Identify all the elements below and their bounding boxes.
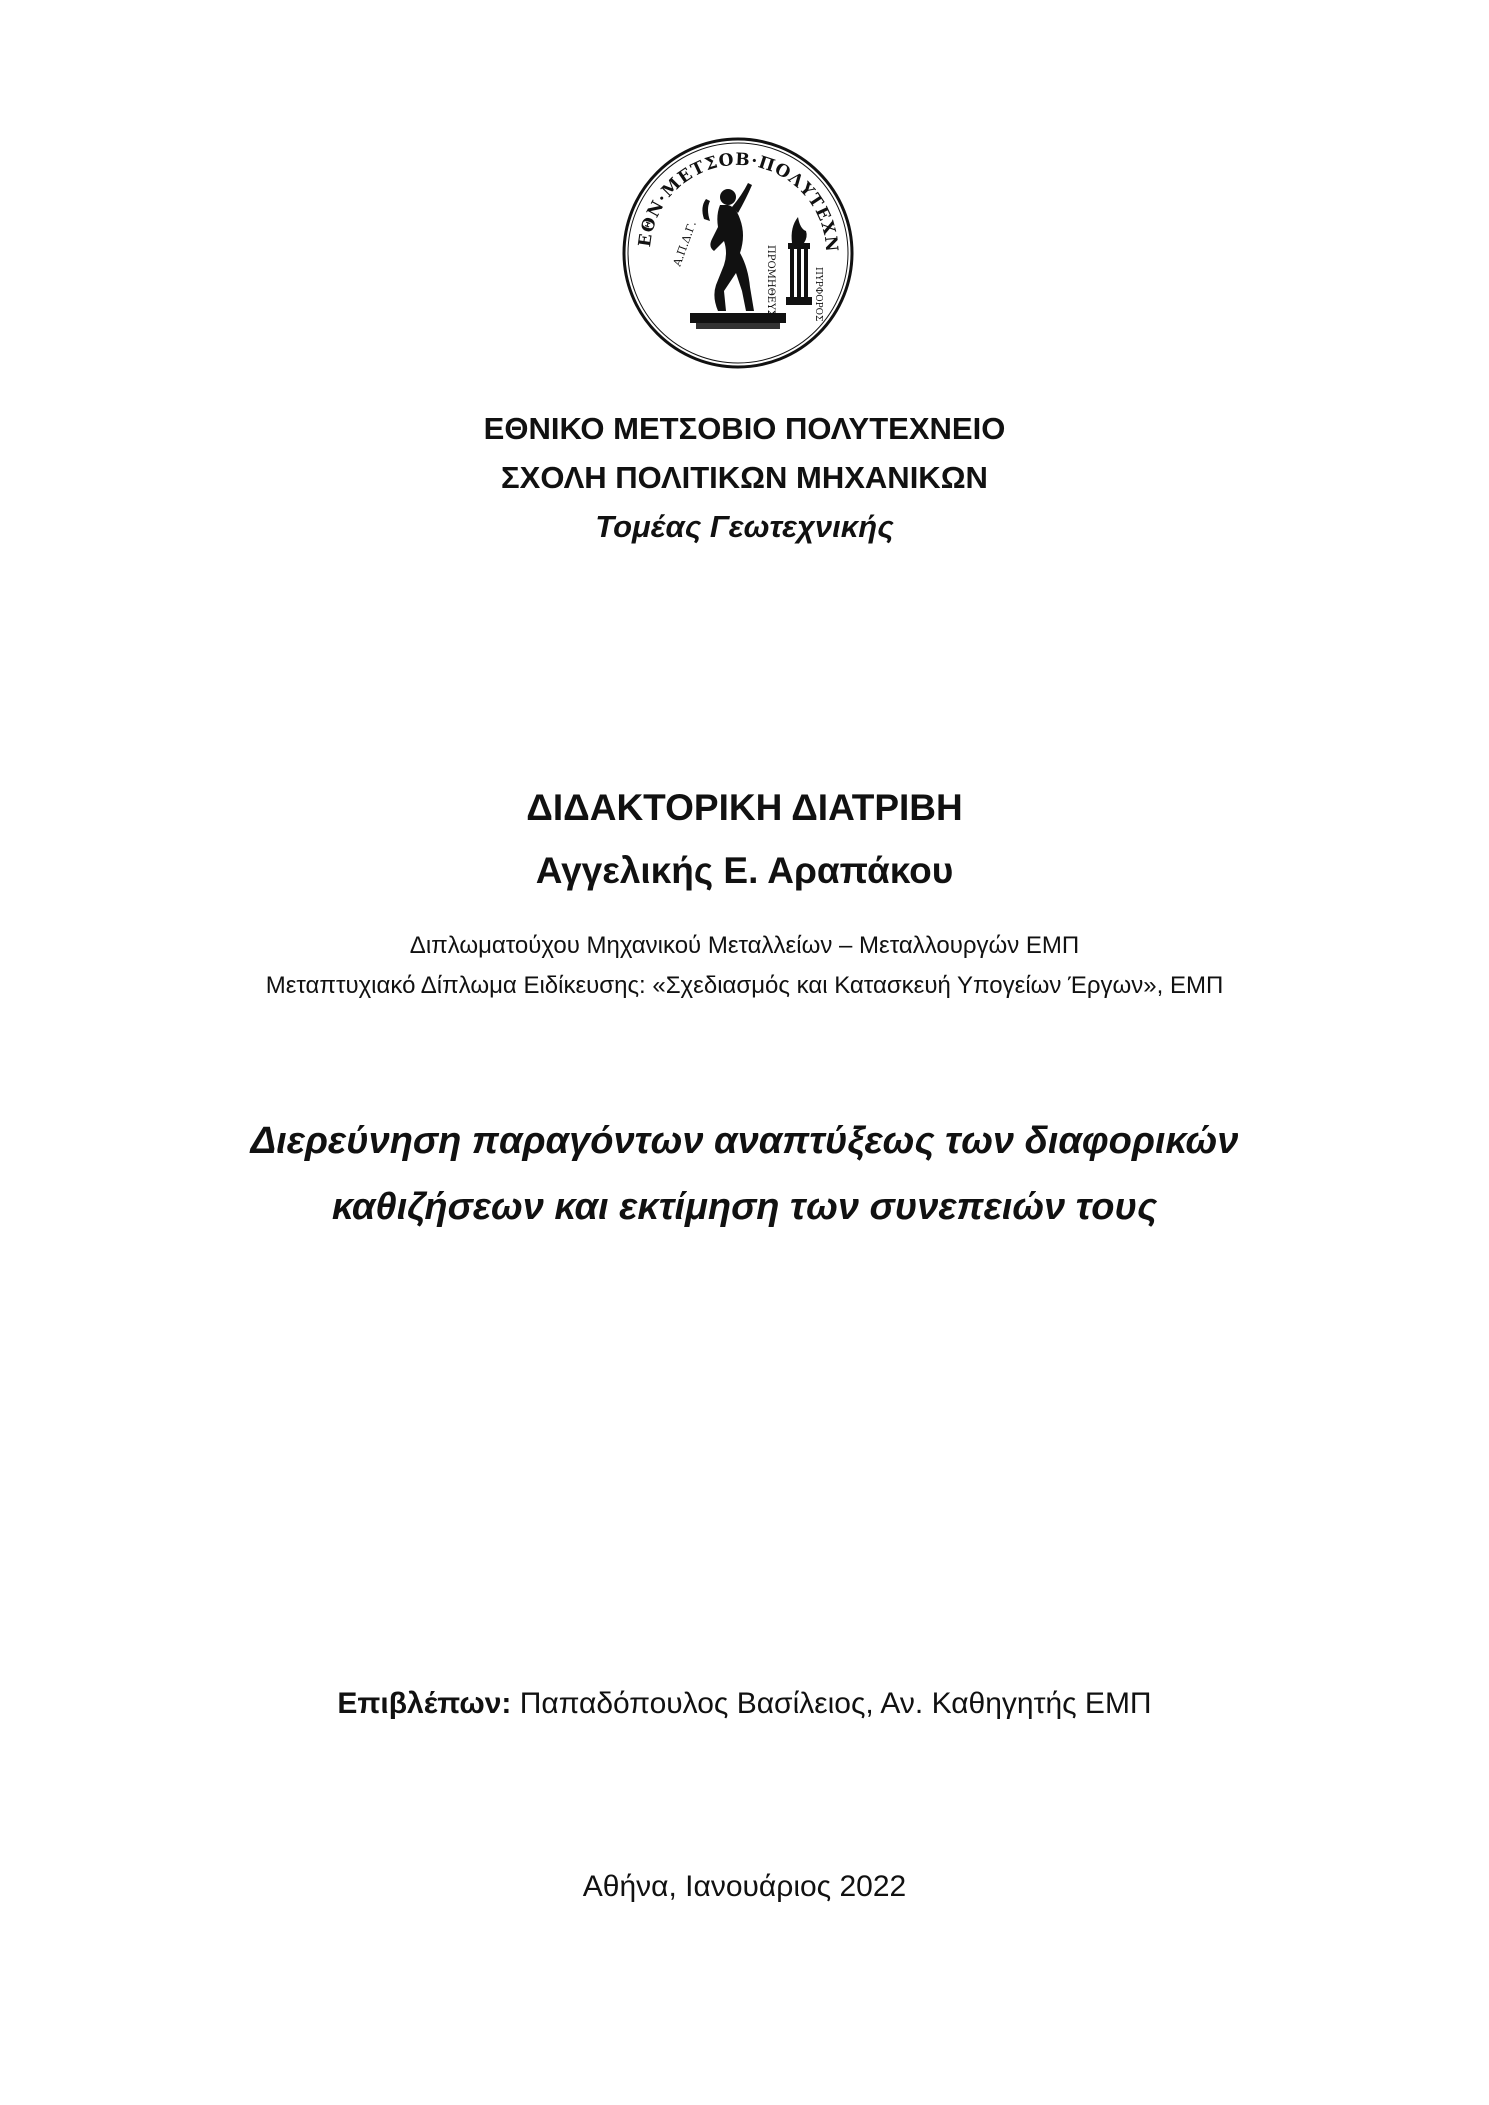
supervisor-label: Επιβλέπων: bbox=[337, 1687, 512, 1720]
school-name: ΣΧΟΛΗ ΠΟΛΙΤΙΚΩΝ ΜΗΧΑΝΙΚΩΝ bbox=[501, 460, 988, 495]
svg-text:ΕΘΝ·ΜΕΤΣΟΒ·ΠΟΛΥΤΕΧΝΕΙΟΝ: ΕΘΝ·ΜΕΤΣΟΒ·ΠΟΛΥΤΕΧΝ bbox=[635, 149, 842, 254]
author-degree-2: Μεταπτυχιακό Δίπλωμα Ειδίκευσης: «Σχεδιασμός και Κατασκευή Υπογείων Έργων», ΕΜΠ bbox=[265, 972, 1224, 999]
university-seal-logo bbox=[620, 135, 856, 371]
thesis-title-line-2: καθιζήσεων και εκτίμηση των συνεπειών τους bbox=[331, 1186, 1158, 1228]
author-name: Αγγελικής Ε. Αραπάκου bbox=[535, 850, 954, 891]
svg-text:ΠΡΟΜΗΘΕΥΣ: ΠΡΟΜΗΘΕΥΣ bbox=[765, 245, 776, 317]
svg-text:ΠΥΡΦΟΡΟΣ: ΠΥΡΦΟΡΟΣ bbox=[813, 267, 823, 322]
supervisor-name: Παπαδόπουλος Βασίλειος, Αν. Καθηγητής ΕΜΠ bbox=[511, 1687, 1152, 1720]
place-and-date: Αθήνα, Ιανουάριος 2022 bbox=[582, 1870, 907, 1903]
author-degree-1: Διπλωματούχου Μηχανικού Μεταλλείων – Μεταλλουργών ΕΜΠ bbox=[409, 932, 1080, 959]
supervisor-line bbox=[0, 1687, 1489, 1721]
thesis-title-line-1: Διερεύνηση παραγόντων αναπτύξεως των διαφορικών bbox=[250, 1120, 1239, 1162]
institution-name: ΕΘΝΙΚΟ ΜΕΤΣΟΒΙΟ ΠΟΛΥΤΕΧΝΕΙΟ bbox=[483, 411, 1006, 446]
document-type: ΔΙΔΑΚΤΟΡΙΚΗ ΔΙΑΤΡΙΒΗ bbox=[526, 787, 963, 828]
svg-text:Α.Π.Δ.Γ.: Α.Π.Δ.Γ. bbox=[670, 219, 699, 269]
department-name: Τομέας Γεωτεχνικής bbox=[595, 509, 894, 544]
